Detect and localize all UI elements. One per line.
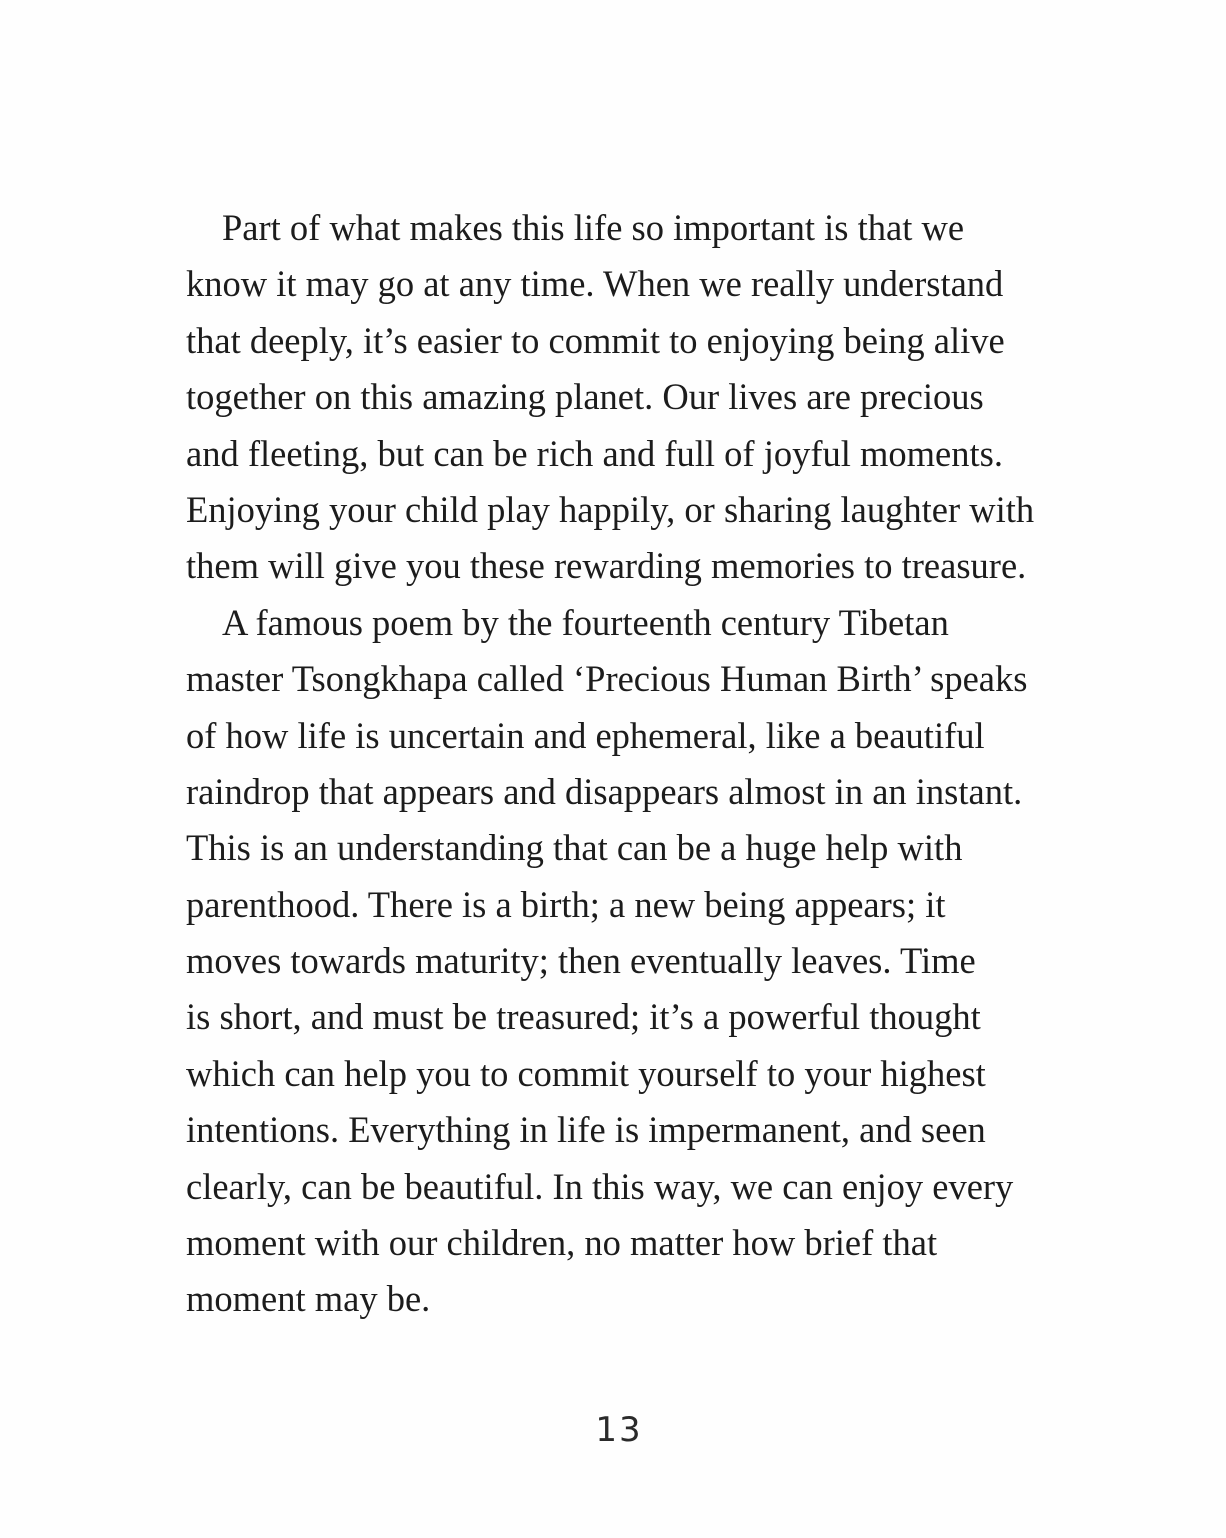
paragraph-line: them will give you these rewarding memories to treasure. [186, 545, 1027, 587]
paragraph-2 [186, 595, 1086, 1328]
paragraph-line: that deeply, it’s easier to commit to enjoying being alive [186, 319, 1005, 361]
paragraph-line: raindrop that appears and disappears almost in an instant. [186, 770, 1023, 812]
paragraph-line: master Tsongkhapa called ‘Precious Human Birth’ speaks [186, 658, 1028, 700]
paragraph-line: know it may go at any time. When we really understand [186, 263, 1004, 305]
paragraph-line: Enjoying your child play happily, or sharing laughter with [186, 488, 1035, 530]
paragraph-line: moves towards maturity; then eventually leaves. Time [186, 940, 976, 982]
paragraph-line: intentions. Everything in life is impermanent, and seen [186, 1109, 986, 1151]
paragraph-line: moment may be. [186, 1278, 431, 1320]
page-number: 13 [595, 1410, 643, 1450]
body-text [186, 200, 1086, 1328]
paragraph-line: and fleeting, but can be rich and full of joyful moments. [186, 432, 1003, 474]
paragraph-line: clearly, can be beautiful. In this way, we can enjoy every [186, 1165, 1014, 1207]
paragraph-line: This is an understanding that can be a huge help with [186, 827, 963, 869]
paragraph-line: of how life is uncertain and ephemeral, like a beautiful [186, 714, 985, 756]
paragraph-line: A famous poem by the fourteenth century Tibetan [222, 601, 949, 643]
paragraph-line: is short, and must be treasured; it’s a powerful thought [186, 996, 981, 1038]
paragraph-line: together on this amazing planet. Our lives are precious [186, 376, 984, 418]
paragraph-line: Part of what makes this life so important is that we [222, 207, 965, 248]
paragraph-1 [186, 200, 1086, 595]
paragraph-line: parenthood. There is a birth; a new being appears; it [186, 883, 946, 925]
paragraph-line: moment with our children, no matter how brief that [186, 1222, 938, 1264]
paragraph-line: which can help you to commit yourself to your highest [186, 1052, 986, 1094]
